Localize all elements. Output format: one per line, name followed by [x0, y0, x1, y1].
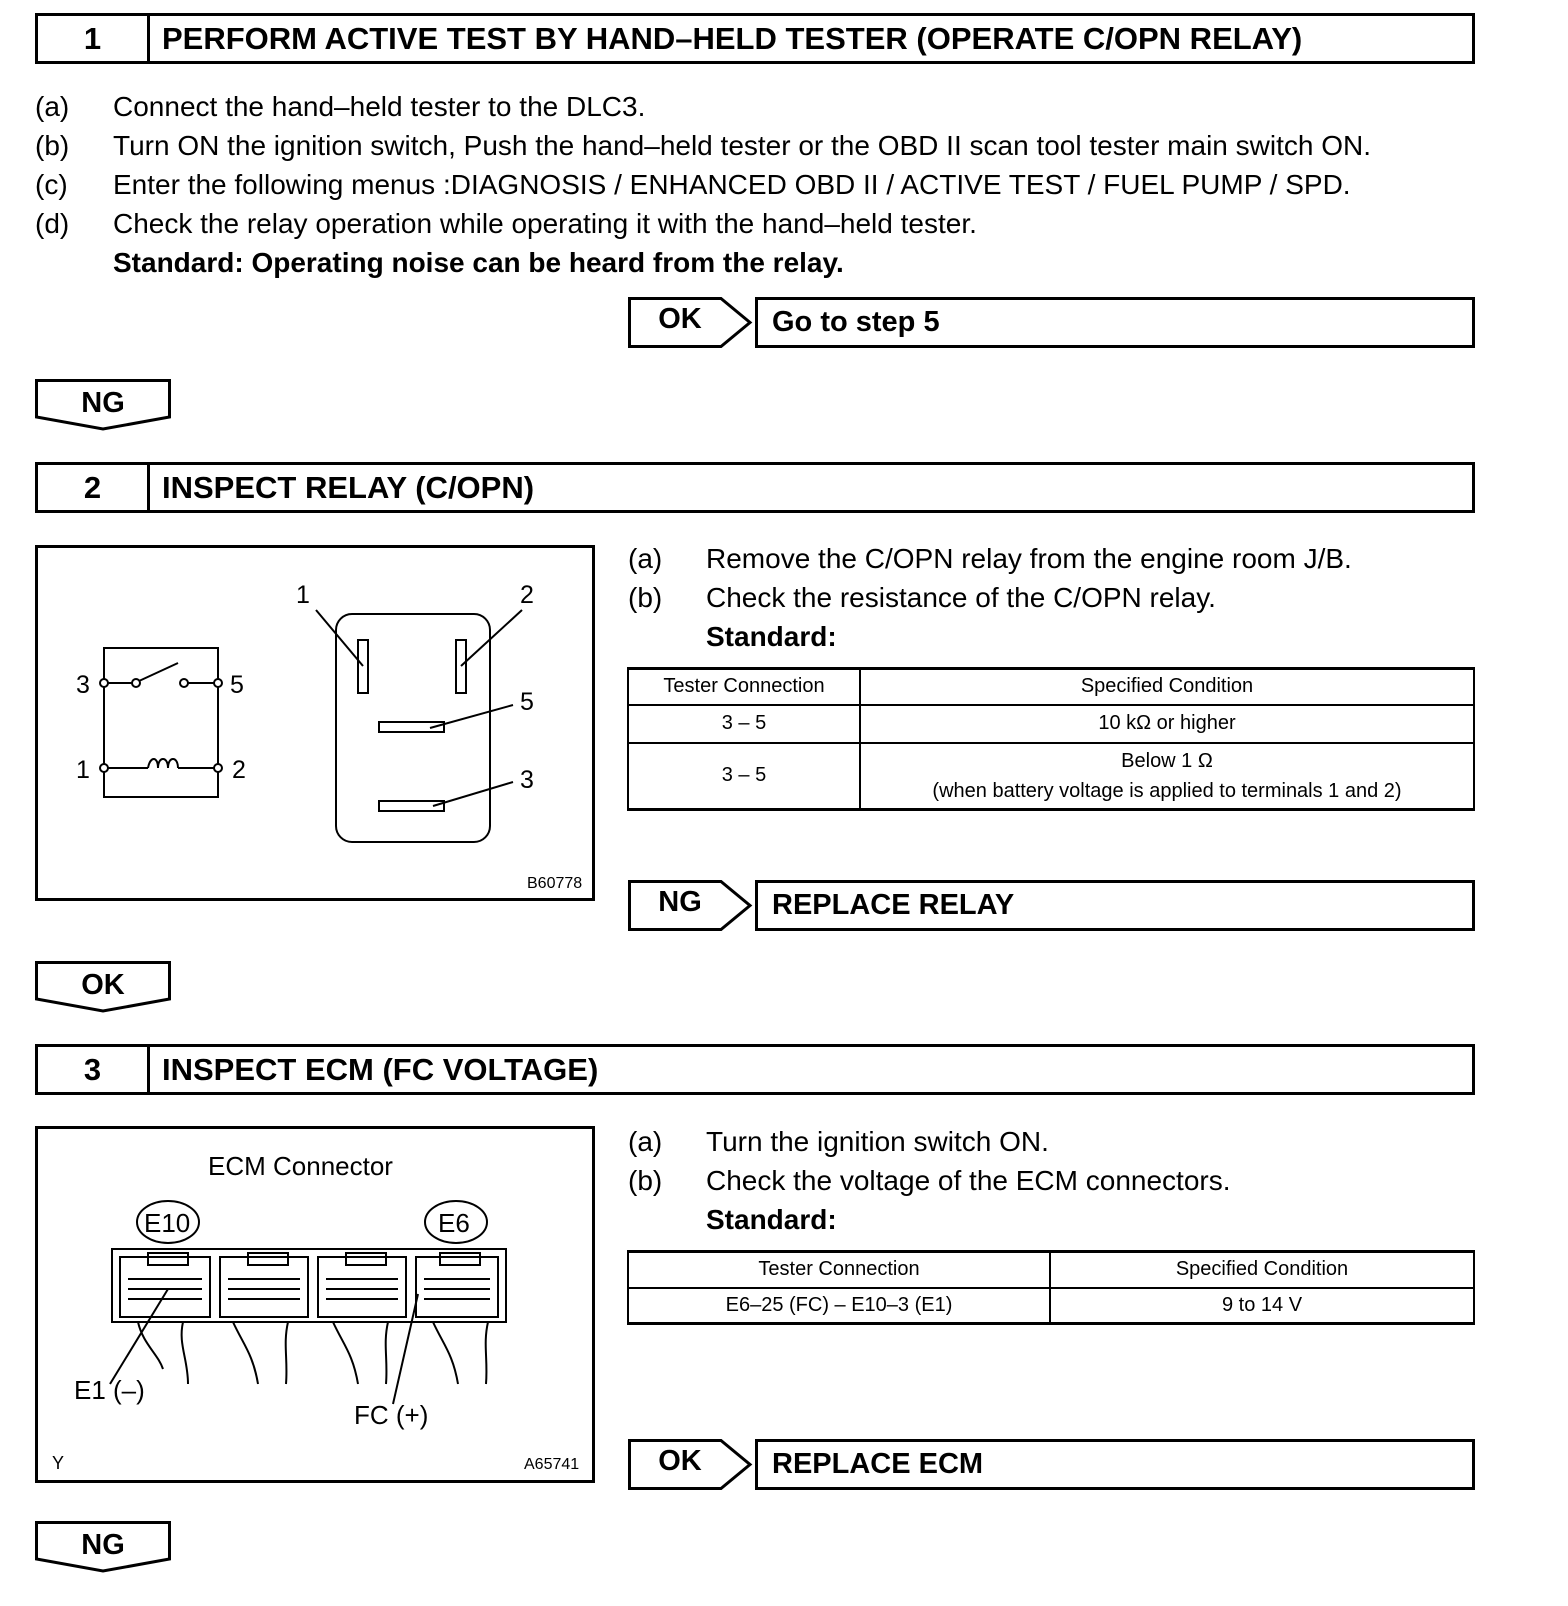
relay-pin-1: 1	[296, 581, 310, 609]
step-number: 2	[38, 465, 150, 510]
step-title: INSPECT ECM (FC VOLTAGE)	[162, 1051, 599, 1087]
relay-diagram	[38, 548, 592, 898]
ng-tag-label: NG	[658, 886, 702, 918]
table-cell: 3 – 5	[628, 743, 860, 810]
step-3-header	[35, 1044, 1475, 1095]
instruction-label: (c)	[35, 169, 68, 200]
instruction-text: Check the relay operation while operating it with the hand–held tester.	[113, 208, 977, 239]
instruction-text: Remove the C/OPN relay from the engine room J/B.	[706, 543, 1352, 574]
schematic-pin-5: 5	[230, 671, 244, 699]
step-number: 1	[38, 16, 150, 61]
relay-figure	[35, 545, 595, 901]
ok-result-box: Go to step 5	[755, 297, 1475, 348]
ecm-figure	[35, 1126, 595, 1483]
instruction-label: (a)	[628, 543, 663, 574]
instruction-label: (b)	[628, 1165, 663, 1196]
ng-result-box: REPLACE RELAY	[755, 880, 1475, 931]
ng-tag-label: NG	[81, 387, 125, 419]
connector-e6-label: E6	[438, 1208, 470, 1238]
ecm-connector-title: ECM Connector	[208, 1151, 393, 1181]
ecm-connector-diagram	[38, 1129, 592, 1480]
table-header: Specified Condition	[860, 669, 1474, 705]
instruction-text: Turn the ignition switch ON.	[706, 1126, 1049, 1157]
standard-text: Standard: Operating noise can be heard from the relay.	[113, 247, 844, 278]
schematic-pin-2: 2	[232, 756, 246, 784]
ok-tag-label: OK	[658, 303, 702, 335]
ok-result-box: REPLACE ECM	[755, 1439, 1475, 1490]
table-cell: E6–25 (FC) – E10–3 (E1)	[628, 1288, 1050, 1324]
instruction-text: Check the resistance of the C/OPN relay.	[706, 582, 1216, 613]
relay-spec-table	[627, 667, 1475, 811]
relay-body	[316, 610, 522, 842]
instruction-label: (a)	[628, 1126, 663, 1157]
instruction-label: (a)	[35, 91, 70, 122]
instruction-label: (b)	[628, 582, 663, 613]
step-number: 3	[38, 1047, 150, 1092]
table-row	[628, 1288, 1474, 1324]
table-header: Tester Connection	[628, 1252, 1050, 1288]
standard-label: Standard:	[706, 1204, 837, 1235]
ok-tag-label: OK	[658, 1445, 702, 1477]
schematic-pin-1: 1	[76, 756, 90, 784]
table-cell: 10 kΩ or higher	[860, 705, 1474, 743]
relay-schematic	[100, 648, 222, 797]
instruction-text: Connect the hand–held tester to the DLC3.	[113, 91, 646, 122]
instruction-text: Check the voltage of the ECM connectors.	[706, 1165, 1231, 1196]
step-2-header	[35, 462, 1475, 513]
ecm-connector-body	[110, 1249, 506, 1404]
instruction-label: (b)	[35, 130, 70, 161]
standard-label: Standard:	[706, 621, 837, 652]
step-title: INSPECT RELAY (C/OPN)	[162, 469, 535, 505]
table-cell: 9 to 14 V	[1050, 1288, 1474, 1324]
figure-code: B60778	[527, 875, 583, 892]
table-row	[628, 705, 1474, 743]
table-cell	[860, 743, 1474, 810]
ok-tag-label: OK	[81, 969, 125, 1001]
condition-note: (when battery voltage is applied to terminals 1 and 2)	[932, 779, 1402, 802]
relay-pin-2: 2	[520, 581, 534, 609]
instruction-text: Enter the following menus :DIAGNOSIS / ENHANCED OBD II / ACTIVE TEST / FUEL PUMP / SPD.	[113, 169, 1351, 200]
ng-tag-label: NG	[81, 1529, 125, 1561]
step-1-header	[35, 13, 1475, 64]
schematic-pin-3: 3	[76, 671, 90, 699]
step-title: PERFORM ACTIVE TEST BY HAND–HELD TESTER (OPERATE C/OPN RELAY)	[162, 20, 1303, 56]
relay-pin-3: 3	[520, 766, 534, 794]
figure-corner-mark: Y	[52, 1453, 65, 1473]
instruction-text: Turn ON the ignition switch, Push the hand–held tester or the OBD II scan tool tester main switch ON.	[113, 130, 1371, 161]
table-cell: 3 – 5	[628, 705, 860, 743]
fc-terminal-label: FC (+)	[354, 1400, 429, 1430]
figure-code: A65741	[524, 1456, 580, 1473]
table-header: Tester Connection	[628, 669, 860, 705]
condition-value: Below 1 Ω	[1121, 749, 1213, 772]
ecm-spec-table	[627, 1250, 1475, 1325]
relay-pin-5: 5	[520, 688, 534, 716]
instruction-label: (d)	[35, 208, 70, 239]
table-header: Specified Condition	[1050, 1252, 1474, 1288]
e1-terminal-label: E1 (–)	[74, 1375, 145, 1405]
connector-e10-label: E10	[144, 1208, 191, 1238]
table-row	[628, 743, 1474, 810]
